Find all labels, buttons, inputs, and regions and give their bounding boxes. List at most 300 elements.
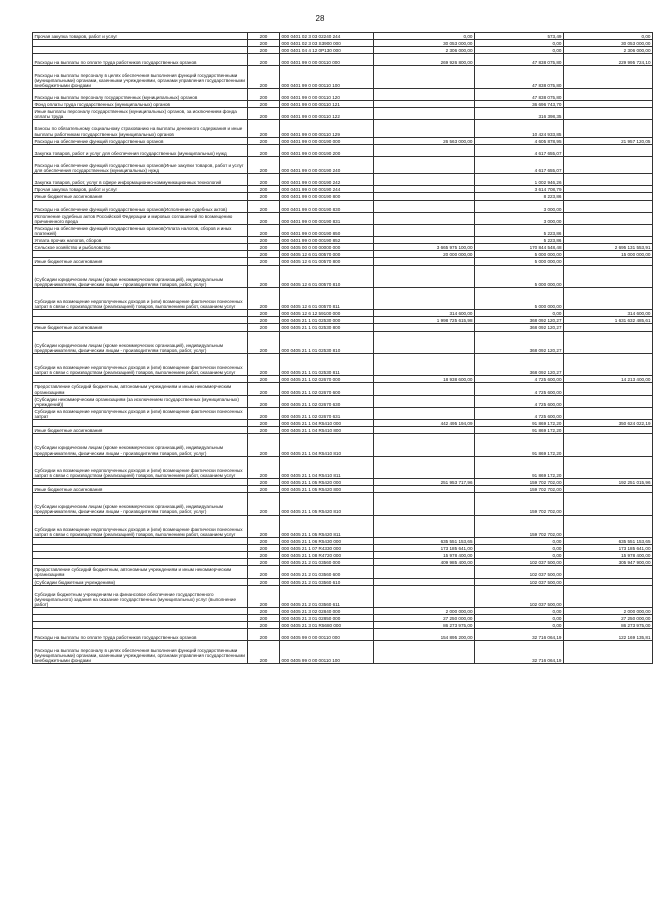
row-value1-cell bbox=[374, 200, 475, 212]
row-code-cell: 200 bbox=[248, 566, 280, 578]
row-classification-cell: 000 0401 99 0 00 00110 100 bbox=[280, 66, 374, 88]
table-row bbox=[33, 478, 653, 485]
row-code-cell: 200 bbox=[248, 120, 280, 137]
row-value1-cell: 635 551 153,65 bbox=[374, 537, 475, 544]
row-value1-cell: 1 998 725 615,98 bbox=[374, 317, 475, 324]
row-value2-cell: 368 092 120,27 bbox=[475, 331, 564, 353]
row-code-cell: 200 bbox=[248, 101, 280, 108]
row-value1-cell bbox=[374, 224, 475, 236]
row-value3-cell bbox=[564, 265, 653, 287]
row-code-cell: 200 bbox=[248, 353, 280, 375]
table-row bbox=[33, 54, 653, 66]
row-name-cell: Прочая закупка товаров, работ и услуг bbox=[33, 33, 248, 40]
row-name-cell bbox=[33, 420, 248, 427]
row-value2-cell: 10 424 933,85 bbox=[475, 120, 564, 137]
table-row bbox=[33, 88, 653, 100]
row-code-cell: 200 bbox=[248, 212, 280, 224]
row-code-cell: 200 bbox=[248, 622, 280, 629]
row-code-cell: 200 bbox=[248, 287, 280, 309]
row-classification-cell: 000 0405 21 1 02 02670 600 bbox=[280, 383, 374, 395]
row-code-cell: 200 bbox=[248, 186, 280, 193]
row-value1-cell: 173 185 641,00 bbox=[374, 545, 475, 552]
table-row bbox=[33, 193, 653, 200]
row-name-cell: Закупка товаров, работ и услуг для обеспечения государственных (муниципальных) нужд bbox=[33, 144, 248, 156]
row-classification-cell: 000 0405 12 6 01 00570 811 bbox=[280, 287, 374, 309]
row-value3-cell: 229 995 724,10 bbox=[564, 54, 653, 66]
row-value3-cell bbox=[564, 193, 653, 200]
row-value2-cell: 3 000,00 bbox=[475, 212, 564, 224]
row-name-cell bbox=[33, 376, 248, 383]
row-value2-cell: 4 605 878,95 bbox=[475, 137, 564, 144]
row-value1-cell bbox=[374, 265, 475, 287]
row-code-cell: 200 bbox=[248, 224, 280, 236]
row-name-cell: (Субсидии бюджетным учреждениям) bbox=[33, 578, 248, 585]
table-row bbox=[33, 174, 653, 186]
row-classification-cell: 000 0401 99 0 00 00110 000 bbox=[280, 54, 374, 66]
row-value2-cell: 4 617 655,07 bbox=[475, 156, 564, 173]
row-code-cell: 200 bbox=[248, 629, 280, 641]
row-value3-cell bbox=[564, 224, 653, 236]
row-value2-cell: 32 716 064,19 bbox=[475, 641, 564, 663]
row-code-cell: 200 bbox=[248, 324, 280, 331]
row-value1-cell bbox=[374, 578, 475, 585]
row-name-cell: Предоставление субсидий бюджетным, автономным учреждениям и иным некоммерческим организациям bbox=[33, 566, 248, 578]
row-code-cell: 200 bbox=[248, 258, 280, 265]
row-name-cell: Расходы на обеспечение функций государственных органов(Уплата налогов, сборов и иных платежей) bbox=[33, 224, 248, 236]
row-value3-cell bbox=[564, 174, 653, 186]
row-value2-cell: 1 002 946,26 bbox=[475, 174, 564, 186]
row-classification-cell: 000 0401 99 0 00 00190 800 bbox=[280, 193, 374, 200]
row-value3-cell bbox=[564, 66, 653, 88]
row-name-cell bbox=[33, 552, 248, 559]
row-code-cell: 200 bbox=[248, 537, 280, 544]
table-row bbox=[33, 641, 653, 663]
row-classification-cell: 000 0401 02 3 03 S3900 000 bbox=[280, 40, 374, 47]
page-number: 28 bbox=[315, 14, 325, 23]
row-value2-cell: 32 716 064,19 bbox=[475, 629, 564, 641]
row-value2-cell: 5 223,86 bbox=[475, 224, 564, 236]
row-value3-cell: 27 250 000,00 bbox=[564, 615, 653, 622]
row-classification-cell: 000 0405 21 1 02 02670 000 bbox=[280, 376, 374, 383]
row-value3-cell: 30 053 000,00 bbox=[564, 40, 653, 47]
row-value2-cell: 0,00 bbox=[475, 552, 564, 559]
table-row bbox=[33, 317, 653, 324]
row-value2-cell: 3 000,00 bbox=[475, 200, 564, 212]
row-value2-cell: 91 869 172,20 bbox=[475, 427, 564, 434]
row-code-cell: 200 bbox=[248, 552, 280, 559]
row-name-cell bbox=[33, 622, 248, 629]
row-code-cell: 200 bbox=[248, 434, 280, 456]
row-value1-cell: 0,00 bbox=[374, 33, 475, 40]
row-classification-cell: 000 0405 21 2 01 03560 600 bbox=[280, 566, 374, 578]
table-row bbox=[33, 608, 653, 615]
row-value2-cell: 159 702 702,00 bbox=[475, 515, 564, 537]
row-name-cell bbox=[33, 559, 248, 566]
row-value3-cell bbox=[564, 212, 653, 224]
row-value1-cell bbox=[374, 456, 475, 478]
row-classification-cell: 000 0401 99 0 00 00190 244 bbox=[280, 186, 374, 193]
row-value1-cell bbox=[374, 193, 475, 200]
table-row bbox=[33, 559, 653, 566]
row-classification-cell: 000 0405 21 1 01 02530 811 bbox=[280, 353, 374, 375]
table-row bbox=[33, 137, 653, 144]
row-name-cell: Иные бюджетные ассигнования bbox=[33, 324, 248, 331]
row-value3-cell bbox=[564, 287, 653, 309]
row-value3-cell: 14 213 400,00 bbox=[564, 376, 653, 383]
row-value2-cell: 91 869 172,20 bbox=[475, 420, 564, 427]
row-code-cell: 200 bbox=[248, 244, 280, 251]
row-classification-cell: 000 0401 99 0 00 00190 850 bbox=[280, 224, 374, 236]
row-value3-cell: 192 251 015,96 bbox=[564, 478, 653, 485]
row-classification-cell: 000 0405 12 6 12 59100 000 bbox=[280, 310, 374, 317]
row-value3-cell: 305 947 900,00 bbox=[564, 559, 653, 566]
table-row bbox=[33, 265, 653, 287]
row-name-cell: Сельское хозяйство и рыболовство bbox=[33, 244, 248, 251]
row-classification-cell: 000 0405 21 1 04 R5410 811 bbox=[280, 456, 374, 478]
row-classification-cell: 000 0401 99 0 00 00110 121 bbox=[280, 101, 374, 108]
table-row bbox=[33, 493, 653, 515]
row-code-cell: 200 bbox=[248, 156, 280, 173]
row-value2-cell: 0,00 bbox=[475, 537, 564, 544]
row-code-cell: 200 bbox=[248, 493, 280, 515]
row-value1-cell bbox=[374, 144, 475, 156]
row-value2-cell: 47 838 075,80 bbox=[475, 66, 564, 88]
row-value2-cell: 8 223,86 bbox=[475, 193, 564, 200]
row-name-cell: Расходы на обеспечение функций государственных органов bbox=[33, 137, 248, 144]
row-value2-cell: 102 037 500,00 bbox=[475, 578, 564, 585]
row-code-cell: 200 bbox=[248, 47, 280, 54]
table-row bbox=[33, 47, 653, 54]
row-value3-cell bbox=[564, 101, 653, 108]
row-value3-cell: 15 000 000,00 bbox=[564, 251, 653, 258]
row-value3-cell: 2 306 000,00 bbox=[564, 47, 653, 54]
row-value2-cell: 4 725 600,00 bbox=[475, 407, 564, 419]
row-value2-cell: 4 617 655,07 bbox=[475, 144, 564, 156]
table-row bbox=[33, 156, 653, 173]
table-row bbox=[33, 615, 653, 622]
row-value2-cell: 0,00 bbox=[475, 40, 564, 47]
table-row bbox=[33, 434, 653, 456]
row-value3-cell bbox=[564, 353, 653, 375]
row-value1-cell: 251 953 717,96 bbox=[374, 478, 475, 485]
table-row bbox=[33, 287, 653, 309]
row-name-cell: Расходы на выплаты по оплате труда работников государственных органов bbox=[33, 54, 248, 66]
row-code-cell: 200 bbox=[248, 545, 280, 552]
row-value3-cell bbox=[564, 383, 653, 395]
row-value3-cell bbox=[564, 258, 653, 265]
table-row bbox=[33, 101, 653, 108]
row-value1-cell bbox=[374, 287, 475, 309]
row-classification-cell: 000 0405 21 1 01 02530 800 bbox=[280, 324, 374, 331]
row-value1-cell bbox=[374, 493, 475, 515]
row-classification-cell: 000 0405 21 1 04 R5410 800 bbox=[280, 427, 374, 434]
row-value2-cell: 102 037 500,00 bbox=[475, 566, 564, 578]
row-name-cell bbox=[33, 537, 248, 544]
row-value1-cell: 86 273 975,00 bbox=[374, 622, 475, 629]
row-value2-cell: 170 844 548,48 bbox=[475, 244, 564, 251]
table-row bbox=[33, 376, 653, 383]
row-name-cell: Взносы по обязательному социальному страхованию на выплаты денежного содержания и иные выплаты работникам государственных (муниципальных) органов bbox=[33, 120, 248, 137]
row-code-cell: 200 bbox=[248, 407, 280, 419]
table-row bbox=[33, 427, 653, 434]
row-classification-cell: 000 0405 21 3 01 R5680 000 bbox=[280, 622, 374, 629]
row-value1-cell: 26 563 000,00 bbox=[374, 137, 475, 144]
row-code-cell: 200 bbox=[248, 251, 280, 258]
row-value1-cell bbox=[374, 515, 475, 537]
row-value1-cell: 409 985 400,00 bbox=[374, 559, 475, 566]
row-code-cell: 200 bbox=[248, 237, 280, 244]
table-row bbox=[33, 622, 653, 629]
row-value1-cell bbox=[374, 395, 475, 407]
row-value2-cell: 4 725 600,00 bbox=[475, 376, 564, 383]
row-value2-cell: 159 702 702,00 bbox=[475, 478, 564, 485]
row-name-cell bbox=[33, 317, 248, 324]
row-value1-cell bbox=[374, 88, 475, 100]
row-value3-cell: 21 957 120,05 bbox=[564, 137, 653, 144]
row-value2-cell: 159 702 702,00 bbox=[475, 493, 564, 515]
table-row bbox=[33, 120, 653, 137]
row-code-cell: 200 bbox=[248, 376, 280, 383]
row-value1-cell bbox=[374, 174, 475, 186]
row-value1-cell bbox=[374, 383, 475, 395]
row-code-cell: 200 bbox=[248, 585, 280, 607]
row-value2-cell: 0,00 bbox=[475, 622, 564, 629]
row-classification-cell: 000 0405 21 1 05 R5420 811 bbox=[280, 515, 374, 537]
row-name-cell: Расходы на выплаты персоналу в целях обеспечения выполнения функций государственными (муниципальными) органами, казенными учреждениями, органами управления государственными внебюджетными фондами bbox=[33, 641, 248, 663]
row-value3-cell: 0,00 bbox=[564, 33, 653, 40]
row-classification-cell: 000 0405 21 3 02 02840 000 bbox=[280, 608, 374, 615]
row-value2-cell: 102 037 500,00 bbox=[475, 585, 564, 607]
row-code-cell: 200 bbox=[248, 33, 280, 40]
row-value1-cell bbox=[374, 101, 475, 108]
row-code-cell: 200 bbox=[248, 456, 280, 478]
row-value3-cell bbox=[564, 407, 653, 419]
table-row bbox=[33, 578, 653, 585]
row-value1-cell bbox=[374, 407, 475, 419]
row-classification-cell: 000 0405 21 2 01 03560 611 bbox=[280, 585, 374, 607]
row-value3-cell: 635 551 153,65 bbox=[564, 537, 653, 544]
row-value2-cell: 0,00 bbox=[475, 615, 564, 622]
table-row bbox=[33, 629, 653, 641]
row-name-cell: (Субсидии юридическим лицам (кроме некоммерческих организаций), индивидуальным предпринимателям, физическим лицам - производителям товаров, работ, услуг) bbox=[33, 331, 248, 353]
row-value1-cell: 2 306 000,00 bbox=[374, 47, 475, 54]
row-code-cell: 200 bbox=[248, 310, 280, 317]
table-row bbox=[33, 486, 653, 493]
row-classification-cell: 000 0405 21 1 05 R5420 800 bbox=[280, 486, 374, 493]
row-classification-cell: 000 0401 99 0 00 00110 129 bbox=[280, 120, 374, 137]
row-value3-cell bbox=[564, 200, 653, 212]
row-value1-cell: 15 978 400,00 bbox=[374, 552, 475, 559]
row-value2-cell: 368 092 120,27 bbox=[475, 317, 564, 324]
row-value3-cell bbox=[564, 486, 653, 493]
table-row bbox=[33, 224, 653, 236]
row-code-cell: 200 bbox=[248, 88, 280, 100]
row-name-cell: (Субсидии юридическим лицам (кроме некоммерческих организаций), индивидуальным предпринимателям, физическим лицам - производителям товаров, работ, услуг) bbox=[33, 265, 248, 287]
row-classification-cell: 000 0401 99 0 00 00190 831 bbox=[280, 212, 374, 224]
row-value3-cell bbox=[564, 566, 653, 578]
row-value1-cell bbox=[374, 331, 475, 353]
row-value1-cell: 30 053 000,00 bbox=[374, 40, 475, 47]
row-value1-cell bbox=[374, 237, 475, 244]
row-value2-cell: 368 092 120,27 bbox=[475, 324, 564, 331]
row-value1-cell: 442 495 194,09 bbox=[374, 420, 475, 427]
row-code-cell: 200 bbox=[248, 108, 280, 120]
row-classification-cell: 000 0401 99 0 00 00110 120 bbox=[280, 88, 374, 100]
row-value2-cell: 4 725 600,00 bbox=[475, 383, 564, 395]
row-value3-cell: 86 273 975,00 bbox=[564, 622, 653, 629]
table-row bbox=[33, 108, 653, 120]
row-classification-cell: 000 0405 12 6 01 00570 000 bbox=[280, 251, 374, 258]
row-code-cell: 200 bbox=[248, 200, 280, 212]
row-value2-cell: 5 000 000,00 bbox=[475, 265, 564, 287]
row-code-cell: 200 bbox=[248, 608, 280, 615]
row-name-cell: Иные выплаты персоналу государственных (муниципальных) органов, за исключением фонда оплаты труда bbox=[33, 108, 248, 120]
row-value2-cell: 0,00 bbox=[475, 47, 564, 54]
row-classification-cell: 000 0405 21 1 05 R5420 000 bbox=[280, 478, 374, 485]
row-code-cell: 200 bbox=[248, 66, 280, 88]
row-classification-cell: 000 0405 21 2 01 03560 610 bbox=[280, 578, 374, 585]
row-name-cell: Субсидии на возмещение недополученных доходов и (или) возмещение фактически понесенных затрат bbox=[33, 407, 248, 419]
row-value3-cell bbox=[564, 456, 653, 478]
row-value3-cell bbox=[564, 434, 653, 456]
row-classification-cell: 000 0401 99 0 00 00190 240 bbox=[280, 156, 374, 173]
row-value1-cell: 20 000 000,00 bbox=[374, 251, 475, 258]
row-value3-cell: 122 169 135,81 bbox=[564, 629, 653, 641]
row-name-cell: (Субсидии некоммерческим организациям (за исключением государственных (муниципальных) учреждений)) bbox=[33, 395, 248, 407]
row-code-cell: 200 bbox=[248, 427, 280, 434]
table-row bbox=[33, 237, 653, 244]
row-classification-cell: 000 0405 12 6 01 00570 810 bbox=[280, 265, 374, 287]
row-name-cell: Субсидии на возмещение недополученных доходов и (или) возмещение фактически понесенных затрат в связи с производством (реализацией) товаров, выполнением работ, оказанием услуг bbox=[33, 515, 248, 537]
row-classification-cell: 000 0405 99 0 00 00110 000 bbox=[280, 629, 374, 641]
row-value2-cell: 47 838 075,80 bbox=[475, 54, 564, 66]
row-value1-cell bbox=[374, 120, 475, 137]
row-classification-cell: 000 0405 21 1 02 02670 631 bbox=[280, 407, 374, 419]
row-value3-cell bbox=[564, 237, 653, 244]
row-value3-cell bbox=[564, 585, 653, 607]
row-value1-cell bbox=[374, 324, 475, 331]
row-name-cell: (Субсидии юридическим лицам (кроме некоммерческих организаций), индивидуальным предпринимателям, физическим лицам - производителям товаров, работ, услуг) bbox=[33, 493, 248, 515]
row-classification-cell: 000 0405 21 1 07 R4330 000 bbox=[280, 545, 374, 552]
row-code-cell: 200 bbox=[248, 515, 280, 537]
row-value3-cell bbox=[564, 108, 653, 120]
table-row bbox=[33, 251, 653, 258]
row-name-cell: Субсидии на возмещение недополученных доходов и (или) возмещение фактически понесенных затрат в связи с производством (реализацией) товаров, выполнением работ, оказанием услуг bbox=[33, 353, 248, 375]
row-name-cell: Закупка товаров, работ, услуг в сфере информационно-коммуникационных технологий bbox=[33, 174, 248, 186]
row-value1-cell bbox=[374, 186, 475, 193]
row-name-cell: Субсидии бюджетным учреждениям на финансовое обеспечение государственного (муниципального) задания на оказание государственных (муниципальных) услуг (выполнение работ) bbox=[33, 585, 248, 607]
row-name-cell: Исполнение судебных актов Российской Федерации и мировых соглашений по возмещению причиненного вреда bbox=[33, 212, 248, 224]
table-row bbox=[33, 383, 653, 395]
row-value1-cell bbox=[374, 258, 475, 265]
row-classification-cell: 000 0405 21 1 05 R5420 810 bbox=[280, 493, 374, 515]
table-row bbox=[33, 200, 653, 212]
row-name-cell bbox=[33, 40, 248, 47]
row-name-cell: Предоставление субсидий бюджетным, автономным учреждениям и иным некоммерческим организациям bbox=[33, 383, 248, 395]
row-value3-cell bbox=[564, 493, 653, 515]
row-value3-cell bbox=[564, 156, 653, 173]
row-classification-cell: 000 0401 04 4 12 0Р130 000 bbox=[280, 47, 374, 54]
row-value3-cell bbox=[564, 427, 653, 434]
row-code-cell: 200 bbox=[248, 174, 280, 186]
row-value1-cell bbox=[374, 486, 475, 493]
row-name-cell: Расходы на обеспечение функций государственных органов(Исполнение судебных актов) bbox=[33, 200, 248, 212]
row-value3-cell bbox=[564, 120, 653, 137]
table-row bbox=[33, 585, 653, 607]
row-code-cell: 200 bbox=[248, 317, 280, 324]
budget-table bbox=[32, 32, 653, 664]
row-value3-cell: 314 600,00 bbox=[564, 310, 653, 317]
table-row bbox=[33, 353, 653, 375]
row-value1-cell bbox=[374, 427, 475, 434]
table-row bbox=[33, 420, 653, 427]
row-code-cell: 200 bbox=[248, 478, 280, 485]
table-row bbox=[33, 515, 653, 537]
row-value2-cell: 0,00 bbox=[475, 608, 564, 615]
row-value1-cell bbox=[374, 212, 475, 224]
table-row bbox=[33, 186, 653, 193]
row-name-cell: Субсидии на возмещение недополученных доходов и (или) возмещение фактически понесенных затрат в связи с производством (реализацией) товаров, выполнением работ, оказанием услуг bbox=[33, 456, 248, 478]
row-value2-cell: 91 869 172,20 bbox=[475, 456, 564, 478]
table-row bbox=[33, 331, 653, 353]
row-code-cell: 200 bbox=[248, 615, 280, 622]
row-name-cell: Субсидии на возмещение недополученных доходов и (или) возмещение фактически понесенных затрат в связи с производством (реализацией) товаров, выполнением работ, оказанием услуг bbox=[33, 287, 248, 309]
table-row bbox=[33, 395, 653, 407]
row-value1-cell: 3 665 975 100,00 bbox=[374, 244, 475, 251]
row-value2-cell: 91 869 172,20 bbox=[475, 434, 564, 456]
row-classification-cell: 000 0405 21 2 01 03560 000 bbox=[280, 559, 374, 566]
row-name-cell bbox=[33, 47, 248, 54]
row-value2-cell: 5 000 000,00 bbox=[475, 258, 564, 265]
row-value1-cell bbox=[374, 641, 475, 663]
table-row bbox=[33, 66, 653, 88]
row-value3-cell bbox=[564, 578, 653, 585]
row-value1-cell: 18 938 600,00 bbox=[374, 376, 475, 383]
row-classification-cell: 000 0405 21 1 01 02530 000 bbox=[280, 317, 374, 324]
row-classification-cell: 000 0401 99 0 00 00190 000 bbox=[280, 137, 374, 144]
row-value1-cell bbox=[374, 353, 475, 375]
budget-table-body bbox=[33, 33, 653, 664]
row-value3-cell: 1 631 632 485,61 bbox=[564, 317, 653, 324]
row-classification-cell: 000 0405 21 1 01 02530 810 bbox=[280, 331, 374, 353]
row-value2-cell: 5 223,86 bbox=[475, 237, 564, 244]
row-classification-cell: 000 0405 12 6 01 00570 800 bbox=[280, 258, 374, 265]
row-value3-cell bbox=[564, 144, 653, 156]
table-row bbox=[33, 244, 653, 251]
row-classification-cell: 000 0401 99 0 00 00110 122 bbox=[280, 108, 374, 120]
row-code-cell: 200 bbox=[248, 559, 280, 566]
row-value2-cell: 36 696 743,70 bbox=[475, 101, 564, 108]
row-name-cell bbox=[33, 615, 248, 622]
table-row bbox=[33, 537, 653, 544]
row-classification-cell: 000 0405 21 3 01 02850 000 bbox=[280, 615, 374, 622]
row-name-cell: Расходы на выплаты по оплате труда работников государственных органов bbox=[33, 629, 248, 641]
row-classification-cell: 000 0405 21 1 02 02670 630 bbox=[280, 395, 374, 407]
row-value1-cell bbox=[374, 108, 475, 120]
row-value1-cell: 314 600,00 bbox=[374, 310, 475, 317]
row-value1-cell: 27 250 000,00 bbox=[374, 615, 475, 622]
row-value3-cell: 350 624 022,19 bbox=[564, 420, 653, 427]
row-value2-cell: 573,49 bbox=[475, 33, 564, 40]
row-value3-cell bbox=[564, 324, 653, 331]
row-value1-cell: 269 926 800,00 bbox=[374, 54, 475, 66]
row-classification-cell: 000 0401 99 0 00 00190 852 bbox=[280, 237, 374, 244]
row-classification-cell: 000 0405 00 0 00 00000 000 bbox=[280, 244, 374, 251]
row-value2-cell: 102 037 500,00 bbox=[475, 559, 564, 566]
row-name-cell: (Субсидии юридическим лицам (кроме некоммерческих организаций), индивидуальным предпринимателям, физическим лицам - производителям товаров, работ, услуг) bbox=[33, 434, 248, 456]
row-code-cell: 200 bbox=[248, 641, 280, 663]
row-name-cell: Иные бюджетные ассигнования bbox=[33, 486, 248, 493]
